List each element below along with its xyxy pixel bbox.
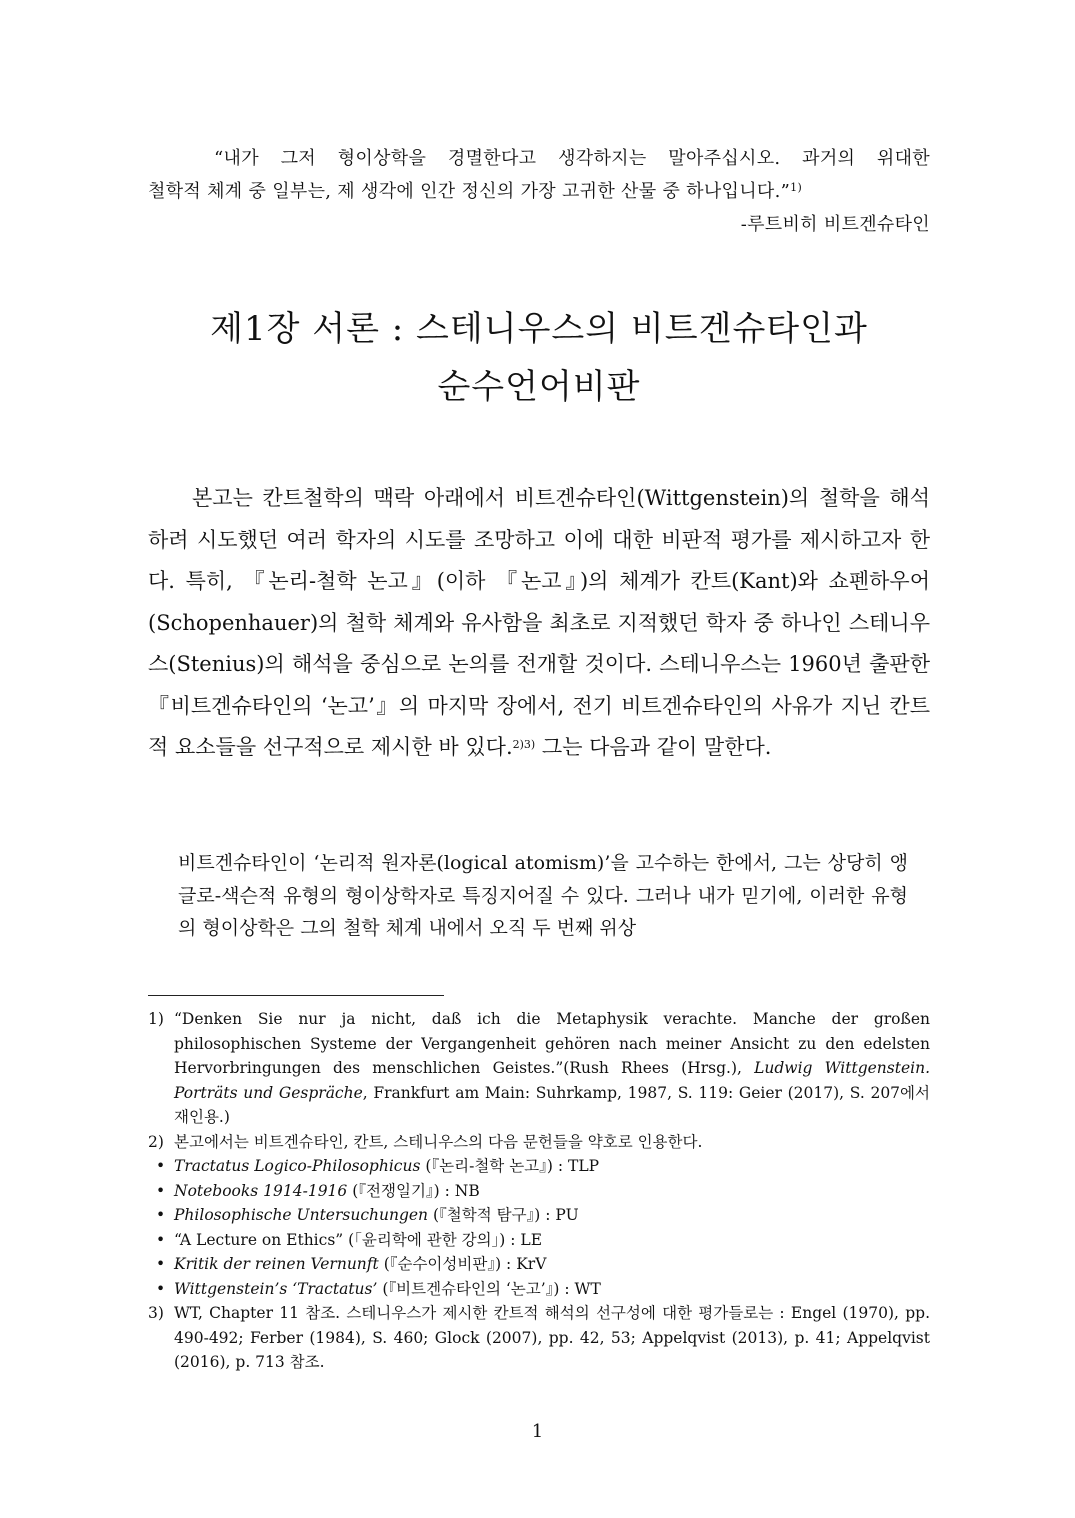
book-title: Ludwig Wittgenstein. Porträts und Gespräche <box>174 1059 930 1102</box>
book-title: Kritik der reinen Vernunft <box>174 1255 379 1273</box>
footnote-text-part: “Denken Sie nur ja nicht, daß ich die Metaphysik verachte. Manche der großen philosophischen Systeme der Vergangenheit gehören nach meiner Ansicht zu den edelsten Hervorbringungen des menschlichen Geistes.”(Rush Rhees (Hrsg.), <box>174 1010 930 1077</box>
abbreviation-text: (『순수이성비판』) : KrV <box>378 1255 547 1273</box>
abbreviation-item <box>148 1252 930 1277</box>
footnote-text-part: , Frankfurt am Main: Suhrkamp, 1987, S. 119: Geier (2017), S. 207에서 재인용.) <box>174 1083 930 1126</box>
paragraph-text: 그는 다음과 같이 말한다. <box>535 735 772 759</box>
abbreviation-item <box>148 1277 930 1302</box>
footnote-number: 1) <box>148 1010 164 1028</box>
abbreviation-text: “A Lecture on Ethics” (「윤리학에 관한 강의」) : LE <box>174 1230 543 1249</box>
abbreviation-item <box>148 1154 930 1179</box>
page-number: 1 <box>531 1421 544 1442</box>
chapter-title <box>148 300 930 416</box>
abbreviation-item <box>148 1203 930 1228</box>
book-title: Tractatus Logico-Philosophicus <box>174 1157 421 1175</box>
epigraph-author: -루트비히 비트겐슈타인 <box>740 214 930 235</box>
book-title: Philosophische Untersuchungen <box>174 1206 429 1224</box>
abbreviation-text: (『철학적 탐구』) : PU <box>428 1206 579 1224</box>
book-title: Wittgenstein’s ‘Tractatus’ <box>174 1279 378 1298</box>
bullet: • <box>156 1255 166 1273</box>
bullet: • <box>156 1279 166 1298</box>
epigraph-text: 철학적 체계 중 일부는, 제 생각에 인간 정신의 가장 고귀한 산물 중 하나입니다.” <box>148 181 791 202</box>
bullet: • <box>156 1181 166 1200</box>
bullet: • <box>156 1206 166 1224</box>
abbreviation-item <box>148 1228 930 1253</box>
footnote-1 <box>148 1007 930 1130</box>
abbreviation-text: (『논리-철학 논고』) : TLP <box>420 1157 600 1175</box>
footnote-ref[interactable]: 1) <box>790 181 803 194</box>
chapter-title-line: 제1장 서론 : 스테니우스의 비트겐슈타인과 <box>210 309 868 349</box>
footnote-2 <box>148 1130 930 1155</box>
footnote-separator <box>148 995 444 996</box>
abbreviation-text: (『비트겐슈타인의 ‘논고’』) : WT <box>377 1279 601 1298</box>
abbreviation-item <box>148 1179 930 1204</box>
book-title: Notebooks 1914-1916 <box>174 1181 348 1200</box>
block-quote-text: 비트겐슈타인이 ‘논리적 원자론(logical atomism)’을 고수하는 한에서, 그는 상당히 앵글로-색슨적 유형의 형이상학자로 특징지어질 수 있다. 그러나 내가 믿기에, 이러한 유형의 형이상학은 그의 철학 체계 내에서 오직 두 번째 위상 <box>178 852 908 939</box>
abbreviation-text: (『전쟁일기』) : NB <box>347 1181 480 1200</box>
epigraph-line: “내가 그저 형이상학을 경멸한다고 생각하지는 말아주십시오. 과거의 위대한 <box>214 148 930 169</box>
footnote-number: 2) <box>148 1132 164 1151</box>
body-text <box>148 478 930 769</box>
epigraph <box>148 142 930 241</box>
footnotes <box>148 1007 930 1375</box>
footnote-3 <box>148 1301 930 1375</box>
footnote-number: 3) <box>148 1304 164 1322</box>
paragraph-text: 본고는 칸트철학의 맥락 아래에서 비트겐슈타인(Wittgenstein)의 철학을 해석하려 시도했던 여러 학자의 시도를 조망하고 이에 대한 비판적 평가를 제시하고자 한다. 특히, 『논리-철학 논고』(이하 『논고』)의 체계가 칸트(Kant)와 쇼펜하우어(Schopenhauer)의 철학 체계와 유사함을 최초로 지적했던 학자 중 하나인 스테니우스(Stenius)의 해석을 중심으로 논의를 전개할 것이다. 스테니우스는 1960년 출판한 『비트겐슈타인의 ‘논고’』의 마지막 장에서, 전기 비트겐슈타인의 사유가 지닌 칸트적 요소들을 선구적으로 제시한 바 있다. <box>148 486 930 759</box>
block-quote <box>178 847 908 945</box>
footnote-text: 본고에서는 비트겐슈타인, 칸트, 스테니우스의 다음 문헌들을 약호로 인용한다. <box>174 1132 703 1151</box>
footnote-text <box>174 1007 930 1130</box>
paragraph <box>148 478 930 769</box>
bullet: • <box>156 1157 166 1175</box>
footnote-ref[interactable]: 2)3) <box>512 738 536 751</box>
bullet: • <box>156 1230 166 1249</box>
epigraph-line <box>148 175 930 208</box>
footnote-text: WT, Chapter 11 참조. 스테니우스가 제시한 칸트적 해석의 선구성에 대한 평가들로는 : Engel (1970), pp. 490-492; Ferber (1984), S. 460; Glock (2007), pp. 42, 53; Appelqvist (2013), p. 41; Appelqvist (2016), p. 713 참조. <box>174 1304 930 1371</box>
chapter-title-line: 순수언어비판 <box>437 367 641 407</box>
